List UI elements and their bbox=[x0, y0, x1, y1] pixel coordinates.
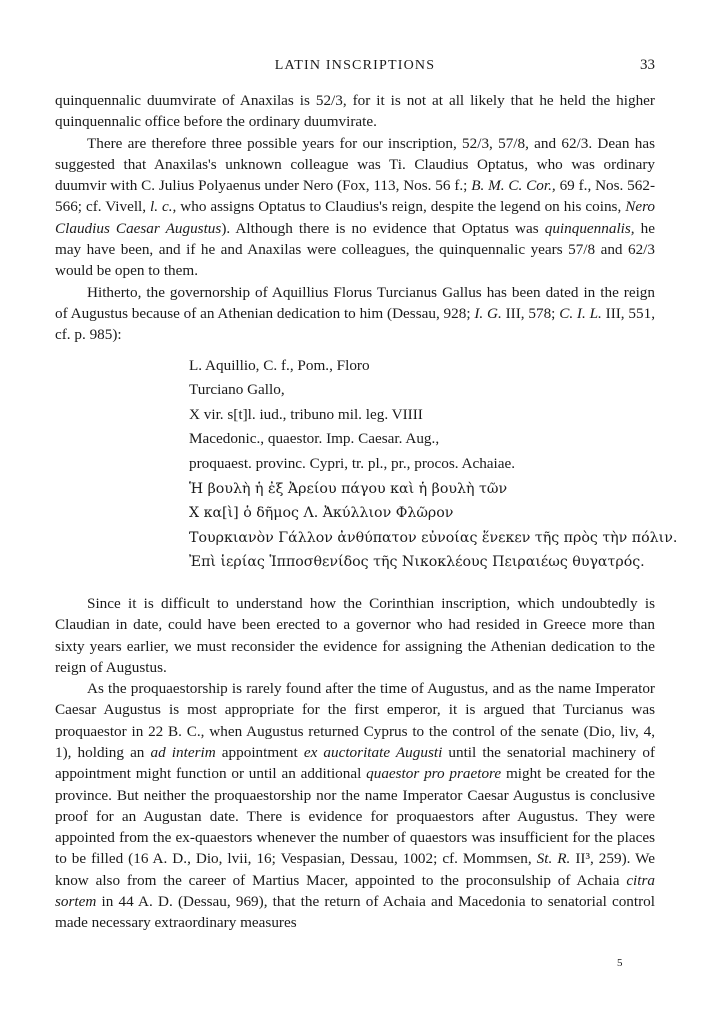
italic-term: ex auctoritate Augusti bbox=[303, 743, 443, 761]
inscription-line-greek: Ἐπὶ ἱερίας Ἱπποσθενίδος τῆς Νικοκλέους Πειραιέως θυγατρός. bbox=[189, 554, 645, 571]
paragraph-3 bbox=[55, 282, 655, 346]
text-run: in 44 A. D. (Dessau, 969), that the return of Achaia and Macedonia to senatorial control made necessary extraordinary measures bbox=[55, 893, 655, 932]
inscription-line-greek: X κα[ὶ] ὁ δῆμος Λ. Ἀκύλλιον Φλῶρον bbox=[189, 505, 454, 522]
italic-term: ad interim bbox=[150, 743, 216, 761]
inscription-line: Turciano Gallo, bbox=[189, 381, 285, 399]
italic-term: citra sortem bbox=[55, 871, 655, 911]
inscription-line: Macedonic., quaestor. Imp. Caesar. Aug., bbox=[189, 430, 440, 448]
text-run: As the proquaestorship is rarely found after the time of Augustus, and as the name Imperator Caesar Augustus is most appropriate for the first emperor, it is argued that Turcianus was proquaestor in 22 B. C., when Augustus returned Cyprus to the control of the senate (Dio, liv, 4, 1), holding an bbox=[55, 680, 655, 761]
inscription-line-greek: Ἡ βουλὴ ἡ ἐξ Ἀρείου πάγου καὶ ἡ βουλὴ τῶν bbox=[189, 480, 508, 497]
text-run: III, 551, cf. p. 985): bbox=[55, 304, 655, 344]
text-run: he may have been, and if he and Anaxilas were colleagues, the quinquennalic years 57/8 and 62/3 would be open to them. bbox=[55, 219, 656, 280]
text-run: who assigns Optatus to Claudius's reign, despite the legend on his coins, bbox=[176, 198, 626, 216]
paragraph-2 bbox=[55, 133, 655, 282]
page-header bbox=[55, 58, 655, 78]
text-run: II³, 259). We know also from the career of Martius Macer, appointed to the proconsulship of Achaia bbox=[55, 850, 656, 889]
inscription-line: proquaest. provinc. Cypri, tr. pl., pr., procos. Achaiae. bbox=[189, 454, 516, 472]
page-number: 33 bbox=[640, 57, 655, 73]
inscription-line: X vir. s[t]l. iud., tribuno mil. leg. VIIII bbox=[189, 405, 423, 423]
italic-citation: Nero Claudius Caesar Augustus bbox=[55, 198, 656, 237]
inscription-line-greek: Τουρκιανὸν Γάλλον ἀνθύπατον εὐνοίας ἕνεκεν τῆς πρὸς τὴν πόλιν. bbox=[189, 529, 678, 546]
italic-citation: B. M. C. Cor., bbox=[471, 177, 556, 195]
italic-citation: St. R. bbox=[536, 850, 571, 868]
inscription-line: L. Aquillio, C. f., Pom., Floro bbox=[189, 356, 370, 374]
paragraph-4: Since it is difficult to understand how the Corinthian inscription, which undoubtedly is Claudian in date, could have been erected to a governor who had resided in Greece more than sixty years earlier, we must reconsider the evidence for assigning the Athenian dedication to the reign of Augustus. bbox=[55, 594, 655, 676]
body-text bbox=[55, 90, 678, 934]
text-run: III, 578; bbox=[501, 304, 560, 322]
paragraph-1: quinquennalic duumvirate of Anaxilas is 52/3, for it is not at all likely that he held the higher quinquennalic office before the ordinary duumvirate. bbox=[55, 92, 655, 131]
text-run: until the senatorial machinery of appointment might function or until an additional bbox=[55, 743, 655, 783]
running-title: LATIN INSCRIPTIONS bbox=[274, 58, 436, 73]
italic-term: quinquennalis, bbox=[544, 219, 635, 237]
signature-mark: 5 bbox=[617, 957, 623, 969]
text-run: 69 f., Nos. 562-566; cf. Vivell, bbox=[55, 177, 656, 216]
italic-citation: C. I. L. bbox=[559, 304, 602, 322]
paragraph-5 bbox=[55, 678, 655, 934]
text-run: appointment bbox=[215, 743, 304, 761]
italic-citation: l. c., bbox=[150, 198, 177, 216]
text-run: There are therefore three possible years for our inscription, 52/3, 57/8, and 62/3. Dean has suggested that Anaxilas's unknown colleague was Ti. Claudius Optatus, who was ordinary duumvir with C. Julius Polyaenus under Nero (Fox, 113, Nos. 56 f.; bbox=[55, 134, 655, 195]
text-run: Hitherto, the governorship of Aquillius Florus Turcianus Gallus has been dated in the reign of Augustus because of an Athenian dedication to him (Dessau, 928; bbox=[55, 283, 655, 322]
italic-term: quaestor pro praetore bbox=[366, 765, 502, 783]
text-run: might be created for the province. But neither the proquaestorship nor the name Imperator Caesar Augustus is conclusive proof for an Augustan date. There is evidence for proquaestors after Augustus. They were appointed from the ex-quaestors whenever the number of quaestors was insufficient for the places to be filled (16 A. D., Dio, lvii, 16; Vespasian, Dessau, 1002; cf. Mommsen, bbox=[55, 765, 656, 868]
text-run: ). Although there is no evidence that Optatus was bbox=[221, 219, 545, 237]
italic-citation: I. G. bbox=[474, 304, 502, 322]
inscription-block bbox=[189, 354, 678, 575]
